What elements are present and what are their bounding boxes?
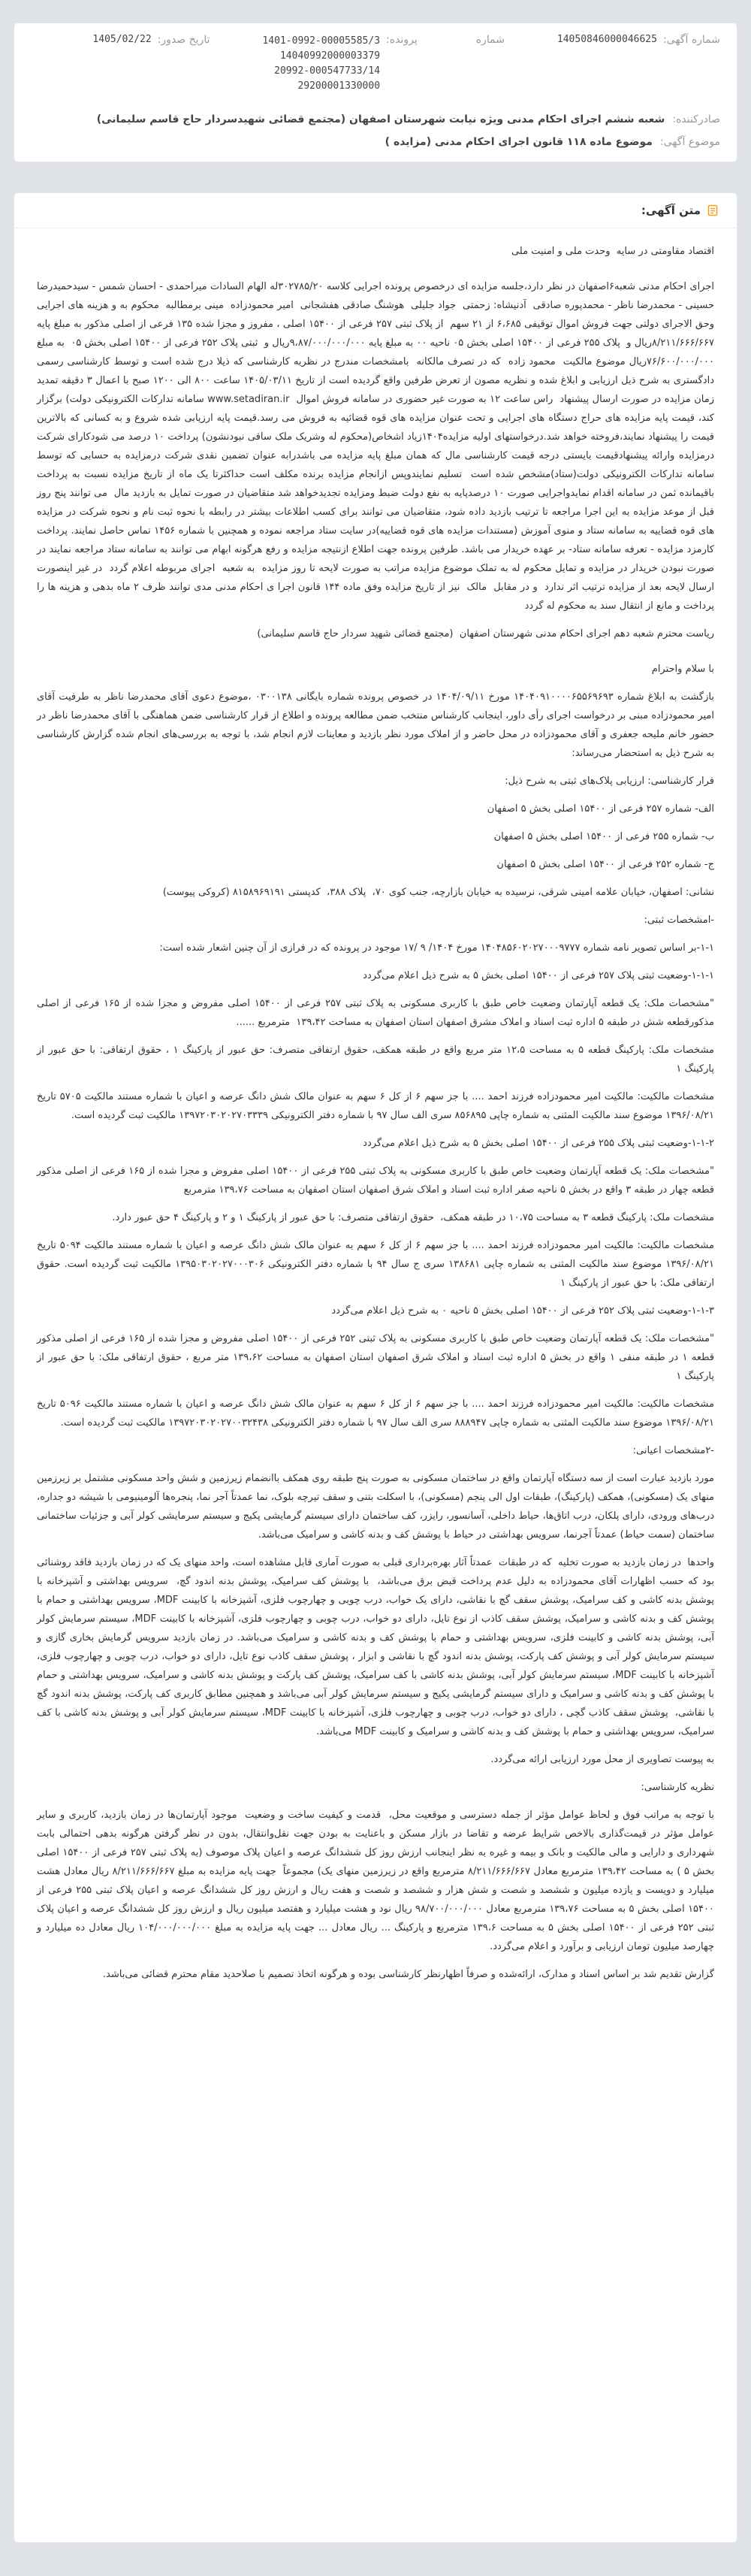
notice-paragraph: مشخصات ملک: پارکینگ قطعه ۵ به مساحت ۱۲،۵ متر مربع واقع در طبقه همکف، حقوق ارتفاقی متصرف: حق عبور از پارکینگ ۱ ، حقوق ارتفاقی: با حق عبور از پارکینگ ۱	[33, 1045, 715, 1075]
meta-row-subject	[31, 136, 720, 148]
notice-paragraph: ج- شماره ۲۵۲ فرعی از ۱۵۴۰۰ اصلی بخش ۵ اصفهان	[496, 859, 714, 870]
notice-paragraph: -امشخصات ثبتی:	[644, 915, 714, 926]
issue-date-group	[92, 34, 210, 46]
document-icon	[707, 204, 719, 216]
subject-value: موضوع ماده ۱۱۸ قانون اجرای احکام مدنی (مزایده )	[385, 136, 653, 148]
number-label: شماره	[475, 34, 505, 46]
notice-number-group	[557, 34, 720, 46]
notice-text	[14, 228, 737, 2008]
case-number-line: 14040992000003379	[279, 50, 381, 62]
subject-label: موضوع آگهی:	[659, 136, 720, 148]
notice-paragraph: "مشخصات ملک: یک قطعه آپارتمان وضعیت خاص طبق با کاربری مسکونی به پلاک ثبتی ۲۵۵ فرعی از ۱۵۴۰۰ اصلی مفروض و مجزا شده از ۱۶۵ فرعی از اصلی مذکور قطعه چهار در طبقه ۳ واقع در بخش ۵ ناحیه صفر اداره ثبت اسناد و املاک شرق اصفهان استان اصفهان به مساحت ۱۳۹،۷۶ مترمربع	[33, 1166, 714, 1196]
notice-paragraph: الف- شماره ۲۵۷ فرعی از ۱۵۴۰۰ اصلی بخش ۵ اصفهان	[487, 803, 714, 815]
case-numbers	[262, 34, 380, 94]
notice-paragraph: نظریه کارشناسی:	[641, 1782, 714, 1793]
notice-paragraph: ۱-۱-۲-وضعیت ثبتی پلاک ۲۵۵ فرعی از ۱۵۴۰۰ اصلی بخش ۵ به شرح ذیل اعلام می‌گردد	[363, 1138, 714, 1149]
notice-content-panel	[14, 192, 737, 2543]
issue-date-label: تاریخ صدور:	[157, 34, 210, 46]
notice-paragraph: اجرای احکام مدنی شعبه۶اصفهان در نظر دارد،جلسه مزایده ای درخصوص پرونده اجرایی کلاسه ۳۰۲۷۸۵/۲۰له الهام السادات میراحمدی - احسان شمس - سیدحمیدرضا حسینی - محمدرضا ناظر - محمدپوره صادقی آدنیشاه: زحمتی جواد جلیلی هوشنگ صادقی هفشجانی امیر محمودزاده مینی برمطالبه محکوم به و هزینه های اجرایی وحق الاجرای دولتی جهت فروش اموال توقیفی ۶،۶۸۵ از ۲۱ سهم از پلاک ثبتی ۲۵۷ فرعی از ۱۵۴۰۰ اصلی ، مفروز و مجزا شده ۱۳۵ فرعی از اصلی مذکور به مبلغ پایه ۸/۲۱۱/۶۶۶/۶۶۷ریال و پلاک ۲۵۵ فرعی از ۱۵۴۰۰ اصلی بخش ۰۵ ناحیه ۰۰ به مبلغ پایه ۹،۸۷/۰۰۰/۰۰۰/۰۰۰ریال و ثبتی پلاک ۲۵۲ فرعی از ۱۵۴۰۰ اصلی بخش ۰۵ به مبلغ ۷۶/۶۰۰/۰۰۰/۰۰۰ریال موضوع مالکیت محمود زاده که در تصرف مالکانه بامشخصات مندرج در نظریه کارشناسی که ذیلا درج شده است و توسط کارشناسی رسمی دادگستری به شرح ذیل ارزیابی و ابلاغ شده و نظریه مصون از تعرض طرفین واقع گردیده است از تاریخ ۱۴۰۵/۰۳/۱۱ ساعت ۸۰۰ الی ۱۲۰۰ صبح با اعمال ۳ دقیقه تمدید زمان مزایده در صورت ارسال پیشنهاد راس ساعت ۱۲ به صورت غیر حضوری در سامانه فروش اموال www.setadiran.ir سامانه تدارکات الکترونیکی دولت) برگزار کند، قیمت پایه مزایده های حراج دستگاه های اجرایی و تحت عنوان مزایده های قوه قضائیه به فروش می رسد.قیمت پایه ارزیابی شده شروع و به کسانی که بالاترین قیمت را پیشنهاد نمایند،فروخته خواهد شد.درخواستهای اولیه مزایده۱۴۰۴زیاد اشخاص(محکوم له وشریک ملک ساقی نبودنشون) پرداخت ۱۰ درصد می شودکارای شرکت درمزایده وارائه پیشنهادقیمت بایستی درجه قیمت کارشناسی مال که همان مبلغ پایه مزایده می باشدرابه عنوان تضمین نقدی شرکت درمزایده به حسابی که توسط سامانه تدارکات الکترونیکی دولت(ستاد)مشخص شده است تسلیم نمایندوپس ازانجام مزایده برنده مکلف است حداکثرتا یک ماه از تاریخ مزایده نسبت به پرداخت باقیمانده ثمن در سامانه اقدام نمایدواجرایی صورت ۱۰ درصدپایه به نفع دولت ضبط ومزایده تجدیدخواهد شد متقاضیان در صورت تمایل به بازدید مال می توانند پنج روز قبل از موعد مزایده به این اجرا مراجعه تا ترتیب بازدید داده شود، متقاضیان می توانند برای کسب اطلاعات بیشتر در رابطه با نحوه ثبت نام و نحوه شرکت در مزایده های قوه قضاییه به سامانه ستاد و منوی آموزش (مستندات مزایده های قوه قضاییه)در سایت ستاد مراجعه نموده و همچنین با شماره ۱۴۵۶ تماس حاصل نمایند. پرداخت کارمزد مزایده - تعرفه سامانه ستاد- بر عهده خریدار می باشد. طرفین پرونده جهت اطلاع ازنتیجه مزایده و رفع هرگونه ابهام می توانند به سامانه ستاد مراجعه نمایند در صورت نبودن خریدار در مزایده و تمایل محکوم له به تملک موضوع مزایده مراتب به صورت لایحه تا روز مزایده به شعبه اجرای مربوطه اعلام گردد در غیر اینصورت ارسال لایحه بعد از مزایده ترتیب اثر ندارد و در مقابل مالک نیز از تاریخ مزایده وفق ماده ۱۴۴ قانون اجرا ی احکام مدنی مدی توانند ظرف ۲ ماه بدهی و هزینه ها را پرداخت و مانع از انتقال سند به محکوم له گردد	[33, 281, 715, 612]
case-label: پرونده:	[386, 34, 418, 46]
notice-paragraph: مورد بازدید عبارت است از سه دستگاه آپارتمان واقع در ساختمان مسکونی به صورت پنج طبقه روی همکف باانضمام زیرزمین و شش واحد مسکونی مشتمل بر زیرزمین منهای یک (مسکونی)، همکف (پارکینگ)، طبقات اول الی پنجم (مسکونی)، با اسکلت بتنی و سقف تیرچه بلوک، نما عمدتاً آجر نما، پنجره‌ها آلومینیومی با شیشه دو جداره، درب‌های ورودی، دارای پلکان، درب اتاق‌ها، حیاط داخلی، آسانسور، رایزر، کف ساختمان دارای سیستم گرمایشی پکیج و سیستم سرمایشی کولر آبی و جزئیات ساختمانی ساختمان (سمت حیاط) عمدتاً آجرنما، سرویس بهداشتی در حیاط با پوشش کف و بدنه کاشی و سرامیک می‌باشد.	[33, 1473, 714, 1540]
notice-paragraph: ۱-۱-۳-وضعیت ثبتی پلاک ۲۵۲ فرعی از ۱۵۴۰۰ اصلی بخش ۵ ناحیه ۰ به شرح ذیل اعلام می‌گردد	[331, 1305, 714, 1317]
notice-paragraph: با توجه به مراتب فوق و لحاظ عوامل مؤثر از جمله دسترسی و موقعیت محل، قدمت و کیفیت ساخت و وضعیت موجود آپارتمان‌ها در زمان بازدید، کاربری و سایر عوامل مؤثر در قیمت‌گذاری بالاخص شرایط عرضه و تقاضا در بازار مسکن و باعنایت به بودن جهت نقل‌وانتقال، بدون در نظر گرفتن هرگونه بدهی احتمالی بابت شهرداری و دارایی و مالی مالکیت و بانک و بیمه و غیره به نظر اینجانب ارزش روز کل ششدانگ عرصه و اعیان پلاک موصوف (به پلاک ثبتی ۲۵۷ فرعی از ۱۵۴۰۰ اصلی بخش ۵ ) به مساحت ۱۳۹،۴۲ مترمربع معادل ۸/۲۱۱/۶۶۶/۶۶۷ مترمربع واقع در زیرزمین منهای یک) مجموعاً جهت پایه مزایده به مبلغ ۸/۲۱۱/۶۶۶/۶۶۷ ریال معادل هشت میلیارد و دویست و یازده میلیون و ششصد و شصت و شش هزار و ششصد و شصت و هفت ریال و ارزش روز کل ششدانگ عرصه و اعیان پلاک ثبتی ۲۵۵ فرعی از ۱۵۴۰۰ اصلی بخش ۵ به مساحت ۱۳۹،۷۶ مترمربع معادل ۹۸/۷۰۰/۰۰۰/۰۰۰ ریال نود و هشت میلیارد و هفتصد میلیون ریال و ارزش روز کل ششدانگ عرصه و اعیان پلاک ثبتی ۲۵۲ فرعی از ۱۵۴۰۰ اصلی بخش ۵ به مساحت ۱۳۹،۶ مترمربع و پارکینگ ... ریال معادل ... جهت پایه مزایده به مبلغ ۱۰۴/۰۰۰/۰۰۰/۰۰۰ ریال معادل ده میلیارد و چهارصد میلیون تومان ارزیابی و برآورد و اعلام می‌گردد.	[33, 1810, 715, 1952]
notice-paragraph: مشخصات مالکیت: مالکیت امیر محمودزاده فرزند احمد .... با جز سهم ۶ از کل ۶ سهم به عنوان مالک شش دانگ عرصه و اعیان با شماره مستند مالکیت ۵۰۹۶ تاریخ ۱۳۹۶/۰۸/۲۱ موضوع سند مالکیت المثنی به شماره چاپی ۸۸۸۹۴۷ سری الف سال ۹۷ با شماره دفتر الکترونیکی ۱۳۹۷۲۰۳۰۲۰۲۷۰۰۳۲۴۳۸ مالکیت ثبت گردیده است.	[33, 1398, 714, 1429]
notice-paragraph: به پیوست تصاویری از محل مورد ارزیابی ارائه می‌گردد.	[490, 1754, 714, 1765]
notice-paragraph: مشخصات مالکیت: مالکیت امیر محمودزاده فرزند احمد .... با جز سهم ۶ از کل ۶ سهم به عنوان مالک شش دانگ عرصه و اعیان با شماره مستند مالکیت ۵۷۰۵ تاریخ ۱۳۹۶/۰۸/۲۱ موضوع سند مالکیت المثنی به شماره چاپی ۸۵۶۸۹۵ سری الف سال ۹۷ با شماره دفتر الکترونیکی ۱۳۹۷۲۰۳۰۲۰۲۷۰۳۳۳۹ مالکیت ثبت گردیده است.	[33, 1091, 714, 1121]
notice-paragraph: با سلام واحترام	[651, 664, 714, 675]
notice-paragraph: گزارش تقدیم شد بر اساس اسناد و مدارک، ارائه‌شده و صرفاً اظهارنظر کارشناسی بوده و هرگونه اتخاذ تصمیم با صلاحدید مقام محترم قضائی می‌باشد.	[102, 1969, 714, 1980]
case-number-line: 20992-000547733/14	[274, 65, 381, 77]
meta-row-ids	[31, 34, 720, 94]
notice-paragraph: ۱-۱-۱-وضعیت ثبتی پلاک ۲۵۷ فرعی از ۱۵۴۰۰ اصلی بخش ۵ به شرح ذیل اعلام می‌گردد	[363, 970, 714, 981]
issuer-label: صادرکننده:	[672, 113, 720, 125]
notice-number-value: 14050846000046625	[556, 34, 657, 45]
notice-paragraph: اقتصاد مقاومتی در سایه وحدت ملی و امنیت ملی	[511, 246, 714, 257]
notice-paragraph: -۲مشخصات اعیانی:	[632, 1445, 714, 1456]
number-group	[470, 34, 505, 46]
content-header	[14, 193, 737, 228]
notice-meta-panel	[14, 23, 737, 162]
notice-paragraph: قرار کارشناسی: ارزیابی پلاک‌های ثبتی به شرح ذیل:	[505, 776, 714, 787]
notice-paragraph: واحدها در زمان بازدید به صورت تخلیه که در طبقات عمدتاً آثار بهره‌برداری قبلی به صورت آماری قابل مشاهده است، واحد منهای یک که در زمان بازدید فاقد روشنائی بود که حسب اظهارات آقای محمودزاده به دلیل عدم پرداخت قبض برق می‌باشد، با پوشش کف سرامیک، پوشش بدنه اندود گچ، سرویس بهداشتی و آشپزخانه با پوشش بدنه کاشی و کف سرامیک، پوشش سقف گچ با نقاشی، دارای یک خواب، درب چوبی و چهارچوب فلزی، آشپزخانه با کابینت MDF، سرویس بهداشتی و حمام با پوشش کف و بدنه کاشی و سرامیک، پوشش سقف کاذب از نوع تایل، دارای دو خواب، درب چوبی و چهارچوب فلزی، آشپزخانه با کابینت MDF، سیستم سرمایش کولر آبی، پوشش بدنه کاشی و کابینت فلزی، سرویس بهداشتی و حمام با پوشش کف و بدنه کاشی و سرامیک می‌باشد. در زمان بازدید سرویس گرمایش بخاری گازی و سیستم سرمایش کولر آبی و پوشش کف پارکت، پوشش بدنه اندود گچ با نقاشی و ابزار ، پوشش سقف کاذب نوع تایل، دارای دو خواب، درب چوبی و چهارچوب فلزی، آشپزخانه با کابینت MDF، سیستم سرمایش کولر آبی، پوشش بدنه کاشی با کف سرامیک، پوشش کف پارکت و پوشش بدنه کاشی و سرامیک، سرویس بهداشتی و حمام با پوشش کف و بدنه کاشی و سرامیک و دارای سیستم گرمایشی پکیج و سیستم سرمایش کولر آبی می‌باشد و همچنین مطابق کاربری کف پارکت، پوشش بدنه اندود گچ با نقاشی، پوشش سقف کاذب گچی ، دارای دو خواب، درب چوبی و چهارچوب فلزی، آشپزخانه با کابینت MDF، سیستم سرمایش کولر آبی و پوشش بدنه کاشی با کف سرامیک، سرویس بهداشتی و حمام با پوشش کف و بدنه کاشی و سرامیک و کابینت MDF می‌باشد.	[33, 1557, 715, 1737]
notice-paragraph: مشخصات ملک: پارکینگ قطعه ۳ به مساحت ۱۰،۷۵ در طبقه همکف، حقوق ارتفاقی متصرف: با حق عبور از پارکینگ ۱ و ۲ و پارکینگ ۴ حق عبور دارد.	[112, 1212, 714, 1223]
notice-paragraph: بازگشت به ابلاغ شماره ۱۴۰۴۰۹۱۰۰۰۰۶۵۵۶۹۶۹۳ مورخ ۱۴۰۴/۰۹/۱۱ در خصوص پرونده شماره بایگانی ۰۳۰۰۱۳۸ ،موضوع دعوی آقای محمدرضا ناظر به طرفیت آقای امیر محمودزاده مبنی بر درخواست اجرای رأی داور، اینجانب کارشناس منتخب ضمن مطالعه پرونده و اطلاع از قرار کارشناسی ضمن هماهنگی با آقای محمدرضا ناظر در حضور خانم ملیحه جعفری و آقای محمودزاده در محل حاضر و از املاک مورد نظر بازدید و معاینات لازم انجام شد، با توجه به بررسی‌های انجام شده گزارش کارشناسی به شرح ذیل به استحضار می‌رساند:	[33, 691, 714, 759]
meta-row-issuer	[31, 113, 720, 125]
notice-paragraph: "مشخصات ملک: یک قطعه آپارتمان وضعیت خاص طبق با کاربری مسکونی به پلاک ثبتی ۲۵۲ فرعی از ۱۵۴۰۰ اصلی مفروض و مجزا شده از ۱۶۵ فرعی از اصلی مذکور قطعه ۱ در طبقه منفی ۱ واقع در بخش ۵ اداره ثبت اسناد و املاک شرق اصفهان استان اصفهان به مساحت ۱۳۹،۶۲ متر مربع ، حقوق ارتفاقی ملک: با حق عبور از پارکینگ ۱	[33, 1333, 714, 1382]
case-number-line: 29200001330000	[297, 80, 381, 92]
issue-date-value: 1405/02/22	[92, 34, 152, 45]
notice-paragraph: ریاست محترم شعبه دهم اجرای احکام مدنی شهرستان اصفهان (مجتمع قضائی شهید سردار حاج قاسم سلیمانی)	[257, 628, 714, 639]
case-number-line: 1401-0992-00005585/3	[262, 35, 381, 47]
notice-paragraph: نشانی: اصفهان، خیابان علامه امینی شرقی، نرسیده به خیابان بازارچه، جنب کوی ۷۰، پلاک ۳۸۸، کدپستی ۸۱۵۸۹۶۹۱۹۱ (کروکی پیوست)	[162, 887, 714, 898]
case-group	[262, 34, 417, 94]
notice-paragraph: "مشخصات ملک: یک قطعه آپارتمان وضعیت خاص طبق با کاربری مسکونی به پلاک ثبتی ۲۵۷ فرعی از ۱۵۴۰۰ اصلی مفروض و مجزا شده از ۱۶۵ فرعی از اصلی مذکورقطعه شش در طبقه ۵ اداره ثبت اسناد و املاک مشرق اصفهان استان اصفهان به مساحت ۱۳۹،۴۲ مترمربع ......	[33, 998, 714, 1028]
notice-number-label: شماره آگهی:	[662, 34, 720, 46]
content-title: متن آگهی:	[641, 204, 701, 217]
issuer-value: شعبه ششم اجرای احکام مدنی ویژه نیابت شهرستان اصفهان (مجتمع قضائی شهیدسردار حاج قاسم سلیمانی)	[96, 113, 665, 125]
notice-paragraph: ۱-۱-بر اساس تصویر نامه شماره ۱۴۰۴۸۵۶۰۲۰۲۷۰۰۰۹۷۷۷ مورخ ۱۴۰۴/ ۹ /۱۷ موجود در پرونده که در فرازی از آن چنین اشعار شده است:	[159, 942, 714, 954]
notice-paragraph: مشخصات مالکیت: مالکیت امیر محمودزاده فرزند احمد .... با جز سهم ۶ از کل ۶ سهم به عنوان مالک شش دانگ عرصه و اعیان با شماره مستند مالکیت ۵۰۹۴ تاریخ ۱۳۹۶/۰۸/۲۱ موضوع سند مالکیت المثنی به شماره چاپی ۱۳۸۶۸۱ سری ج سال ۹۴ با شماره دفتر الکترونیکی ۱۳۹۵۰۳۰۲۰۲۷۰۰۰۳۰۶ مالکیت ثبت گردیده است. حقوق ارتفاقی ملک: با حق عبور از پارکینگ ۱	[33, 1240, 714, 1289]
notice-paragraph: ب- شماره ۲۵۵ فرعی از ۱۵۴۰۰ اصلی بخش ۵ اصفهان	[493, 831, 714, 842]
